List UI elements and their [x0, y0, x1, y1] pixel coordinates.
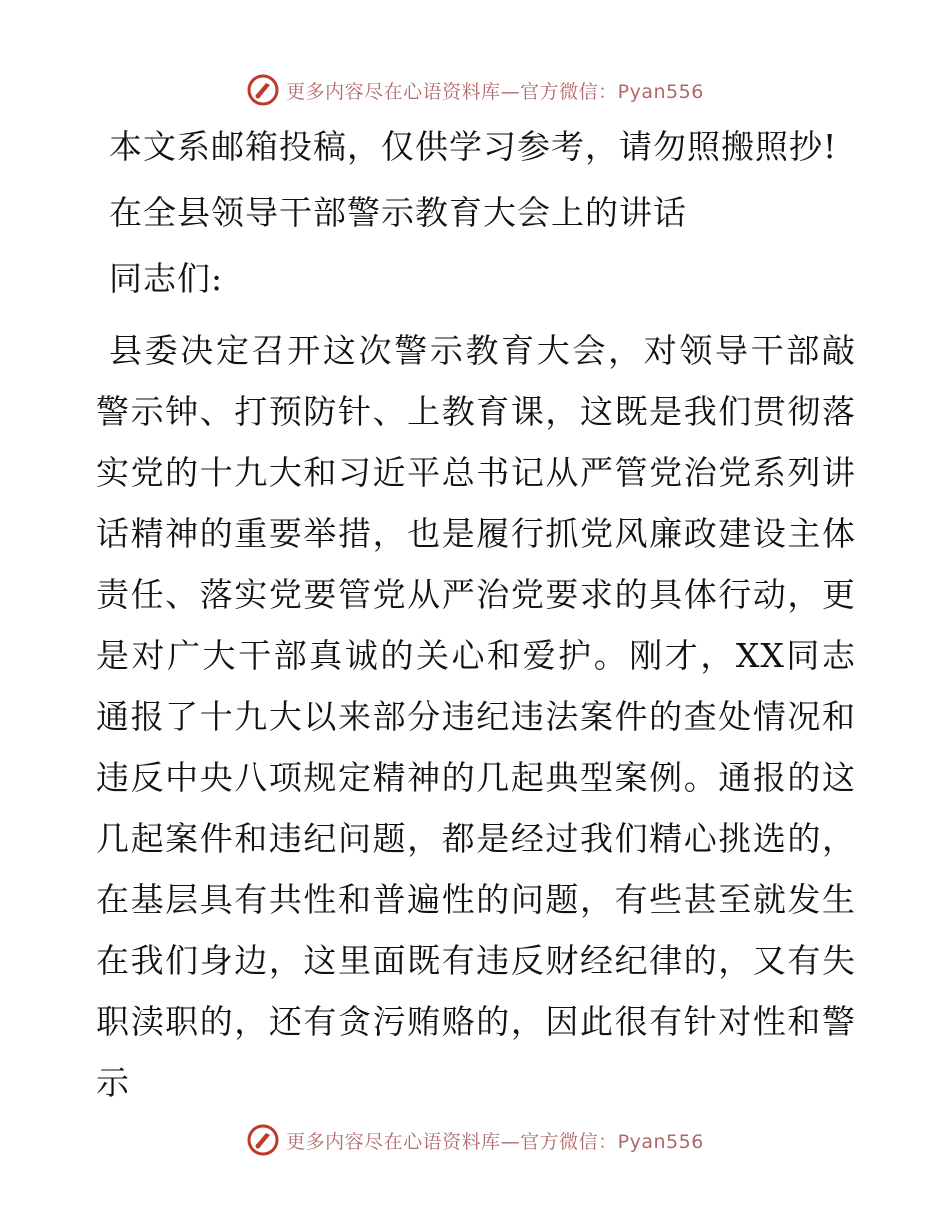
greeting-text: 同志们:: [109, 259, 224, 298]
brand-logo-icon: [246, 73, 280, 107]
footer-watermark: [0, 1120, 950, 1160]
document-title: 在全县领导干部警示教育大会上的讲话: [109, 193, 687, 232]
notice-text: 本文系邮箱投稿，仅供学习参考，请勿照搬照抄!: [109, 127, 838, 166]
header-watermark: [0, 70, 950, 110]
brand-logo-icon: [246, 1123, 280, 1157]
document-body: [96, 122, 856, 1113]
watermark-text: 更多内容尽在心语资料库—官方微信：Pyan556: [286, 1130, 704, 1153]
watermark-text: 更多内容尽在心语资料库—官方微信：Pyan556: [286, 80, 704, 103]
body-paragraph: 县委决定召开这次警示教育大会，对领导干部敲警示钟、打预防针、上教育课，这既是我们贯彻落实党的十九大和习近平总书记从严管党治党系列讲话精神的重要举措，也是履行抓党风廉政建设主体责任、落实党要管党从严治党要求的具体行动，更是对广大干部真诚的关心和爱护。刚才，XX同志通报了十九大以来部分违纪违法案件的查处情况和违反中央八项规定精神的几起典型案例。通报的这几起案件和违纪问题，都是经过我们精心挑选的，在基层具有共性和普遍性的问题，有些甚至就发生在我们身边，这里面既有违反财经纪律的，又有失职渎职的，还有贪污贿赂的，因此很有针对性和警示: [96, 331, 856, 1102]
